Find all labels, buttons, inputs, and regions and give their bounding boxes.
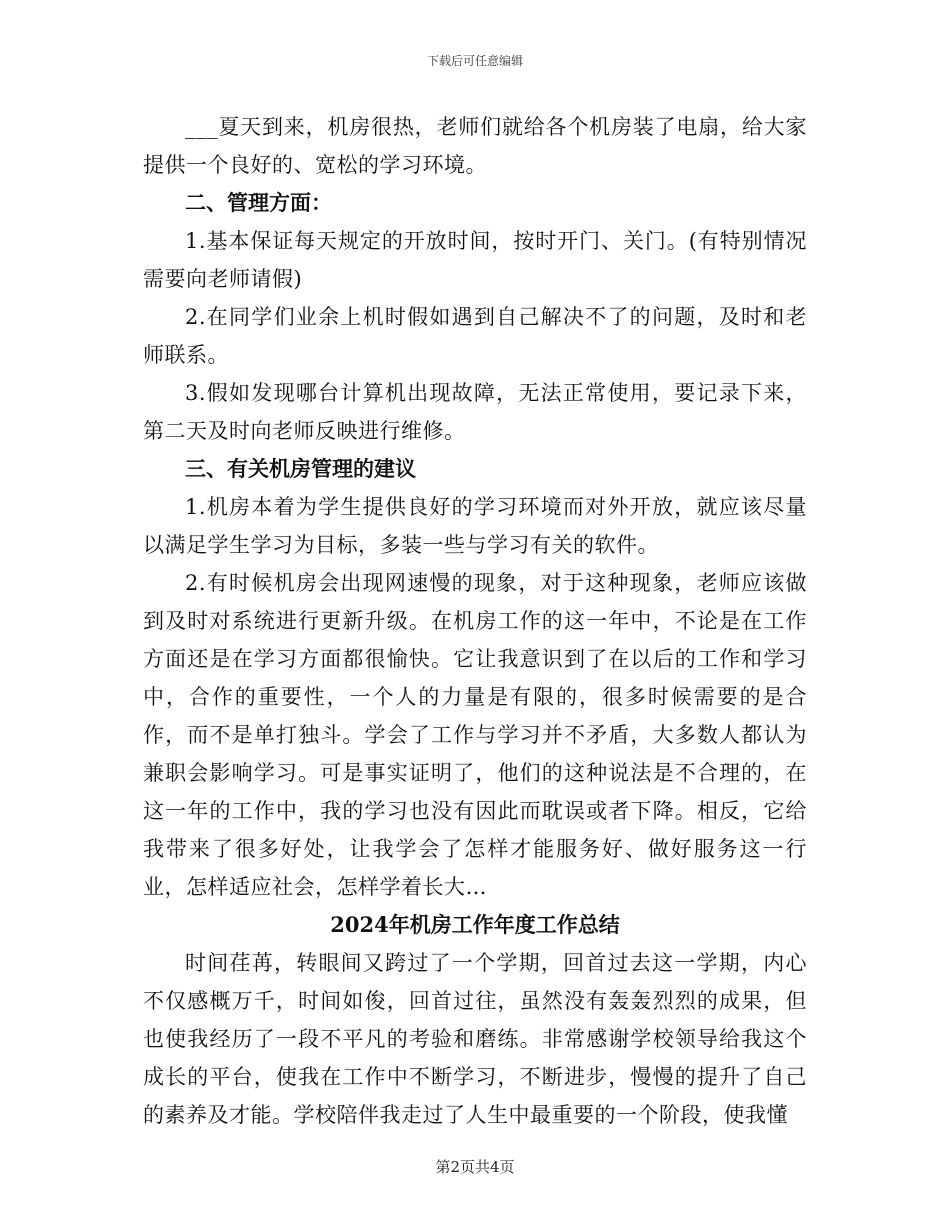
document-body [143, 108, 807, 1134]
document-title: 2024年机房工作年度工作总结 [330, 912, 620, 937]
management-item-2: 2.在同学们业余上机时假如遇到自己解决不了的问题，及时和老师联系。 [143, 305, 807, 367]
suggestion-item-2: 2.有时候机房会出现网速慢的现象，对于这种现象，老师应该做到及时对系统进行更新升级。在机房工作的这一年中，不论是在工作方面还是在学习方面都很愉快。它让我意识到了在以后的工作和学习中，合作的重要性，一个人的力量是有限的，很多时候需要的是合作，而不是单打独斗。学会了工作与学习并不矛盾，大多数人都认为兼职会影响学习。可是事实证明了，他们的这种说法是不合理的，在这一年的工作中，我的学习也没有因此而耽误或者下降。相反，它给我带来了很多好处，让我学会了怎样才能服务好、做好服务这一行业，怎样适应社会，怎样学着长大… [143, 571, 807, 899]
paragraph-intro-summary: 时间荏苒，转眼间又跨过了一个学期，回首过去这一学期，内心不仅感概万千，时间如俊，回首过往，虽然没有轰轰烈烈的成果，但也使我经历了一段不平凡的考验和磨练。非常感谢学校领导给我这个成长的平台，使我在工作中不断学习，不断进步，慢慢的提升了自己的素养及才能。学校陪伴我走过了人生中最重要的一个阶段，使我懂 [143, 951, 807, 1127]
management-item-1: 1.基本保证每天规定的开放时间，按时开门、关门。(有特别情况需要向老师请假) [143, 229, 807, 291]
suggestion-item-1: 1.机房本着为学生提供良好的学习环境而对外开放，就应该尽量以满足学生学习为目标，多装一些与学习有关的软件。 [143, 495, 807, 557]
section-heading-management: 二、管理方面： [185, 190, 332, 215]
page-header: 下载后可任意编辑 [426, 54, 523, 68]
section-heading-suggestions: 三、有关机房管理的建议 [185, 456, 416, 481]
page-footer: 第2页共4页 [435, 1158, 515, 1176]
paragraph-summer-fans: ___夏天到来，机房很热，老师们就给各个机房装了电扇，给大家提供一个良好的、宽松的学习环境。 [143, 115, 807, 177]
management-item-3: 3.假如发现哪台计算机出现故障，无法正常使用，要记录下来，第二天及时向老师反映进行维修。 [143, 381, 807, 443]
